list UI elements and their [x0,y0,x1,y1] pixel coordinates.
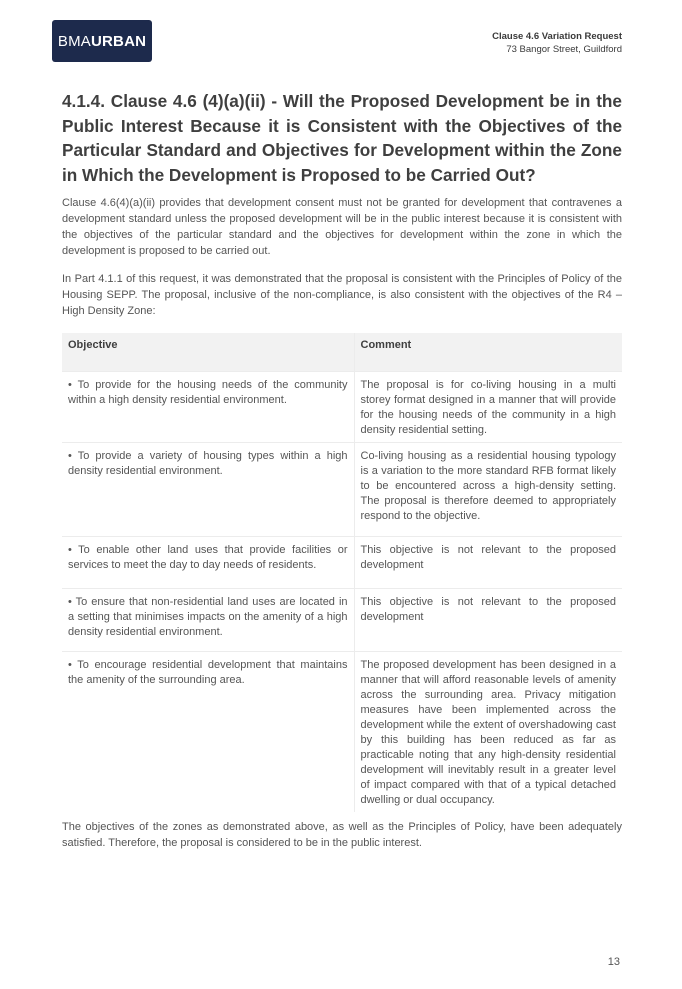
logo-text-urban: URBAN [90,32,147,50]
objectives-table [62,333,622,812]
table-row [62,442,622,536]
comment-cell: The proposed development has been designed in a manner that will afford reasonable levels of amenity across the surrounding area. Privacy mitigation measures have been implemented across the development while the extent of overshadowing cast by this building has been reduced as far as practicable noting that any high-density residential development will inevitably result in a greater level of impact compared with that of a typical detached dwelling or dual occupancy. [354,651,622,812]
company-logo [52,20,152,62]
conclusion-paragraph: The objectives of the zones as demonstrated above, as well as the Principles of Policy, have been adequately satisfied. Therefore, the proposal is considered to be in the public interest. [62,821,622,849]
objective-cell: • To encourage residential development that maintains the amenity of the surrounding area. [62,651,354,812]
context-paragraph: In Part 4.1.1 of this request, it was demonstrated that the proposal is consistent with the Principles of Policy of the Housing SEPP. The proposal, inclusive of the non-compliance, is also consistent with the objectives of the R4 – High Density Zone: [62,273,622,317]
table-header-row [62,333,622,371]
table-row [62,588,622,651]
table-row [62,651,622,812]
table-row [62,371,622,442]
objective-cell: • To provide a variety of housing types within a high density residential environment. [62,442,354,536]
document-header [492,30,622,56]
intro-paragraph: Clause 4.6(4)(a)(ii) provides that development consent must not be granted for development that contravenes a development standard unless the proposed development will be in the public interest because it is consistent with the objectives of the particular standard and the objectives for development within the zone in which the development is proposed to be carried out. [62,197,622,257]
document-title: Clause 4.6 Variation Request [492,31,622,42]
section-heading: 4.1.4. Clause 4.6 (4)(a)(ii) - Will the Proposed Development be in the Public Interest Because it is Consistent with the Objectives of the Particular Standard and Objectives for Development within the Zone in Which the Development is Proposed to be Carried Out? [62,91,622,185]
document-address: 73 Bangor Street, Guildford [506,44,622,55]
comment-cell: This objective is not relevant to the proposed development [354,588,622,651]
logo-text-bma: BMA [57,32,91,50]
comment-cell: The proposal is for co-living housing in a multi storey format designed in a manner that will provide for the housing needs of the community in a high density residential setting. [354,371,622,442]
objective-cell: • To ensure that non-residential land uses are located in a setting that minimises impacts on the amenity of a high density residential environment. [62,588,354,651]
comment-cell: Co-living housing as a residential housing typology is a variation to the more standard RFB format likely to be encountered across a high-density setting. The proposal is therefore deemed to appropriately respond to the objective. [354,442,622,536]
table-row [62,536,622,588]
page-number: 13 [607,956,620,968]
comment-column-header: Comment [354,333,622,371]
objective-column-header: Objective [62,333,354,371]
objective-cell: • To provide for the housing needs of the community within a high density residential environment. [62,371,354,442]
comment-cell: This objective is not relevant to the proposed development [354,536,622,588]
objective-cell: • To enable other land uses that provide facilities or services to meet the day to day needs of residents. [62,536,354,588]
